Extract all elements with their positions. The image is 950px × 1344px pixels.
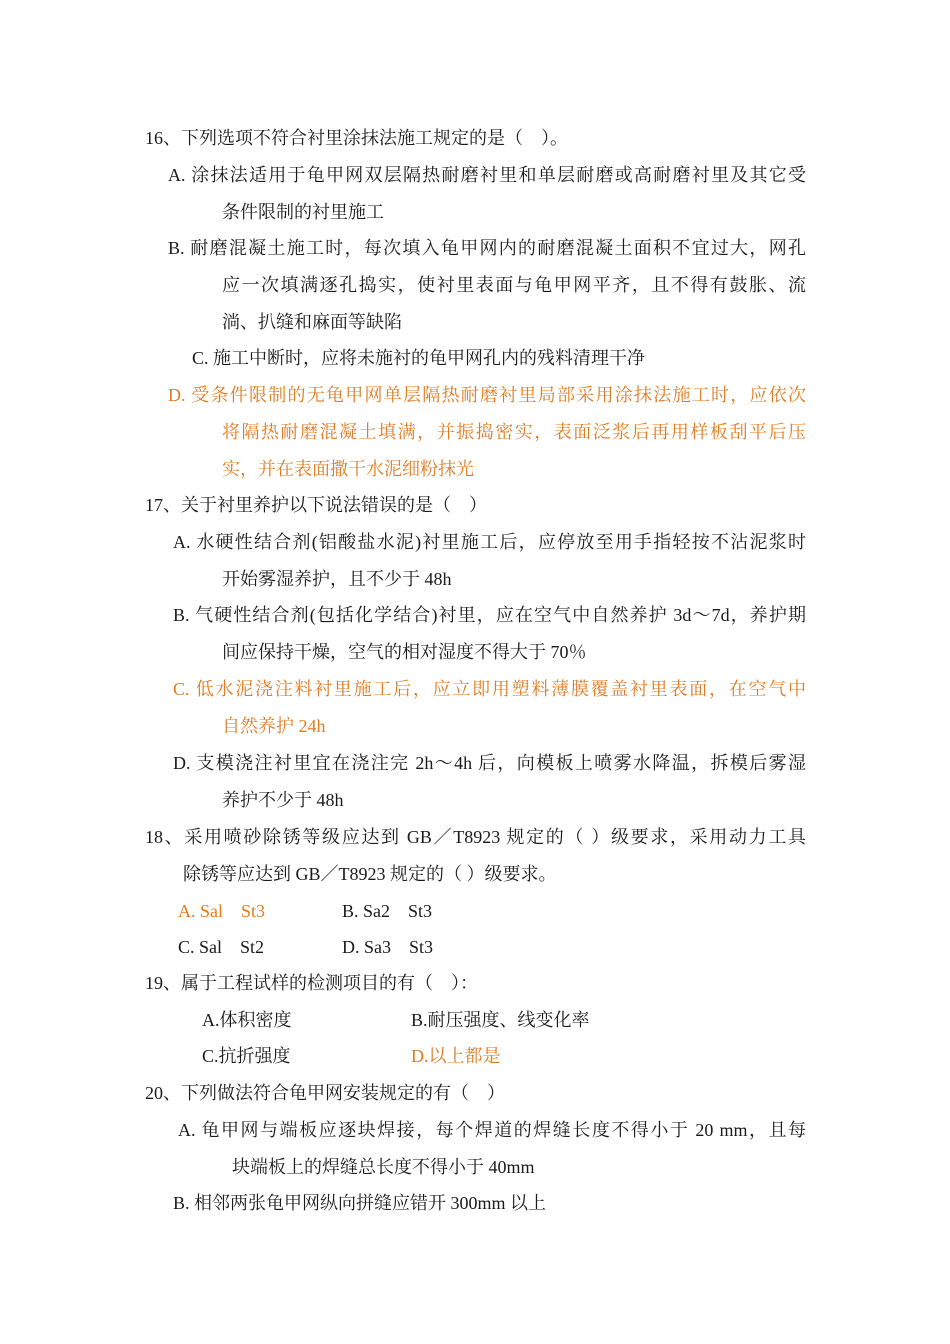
question-19-option-b: B.耐压强度、线变化率 xyxy=(411,1010,590,1030)
question-17-option-b: B. 气硬性结合剂(包括化学结合)衬里，应在空气中自然养护 3d～7d，养护期 xyxy=(173,605,806,625)
question-19-option-a: A.体积密度 xyxy=(202,1010,292,1030)
question-17-option-a: A. 水硬性结合剂(铝酸盐水泥)衬里施工后，应停放至用手指轻按不沾泥浆时 xyxy=(173,532,806,552)
question-16-option-c: C. 施工中断时，应将未施衬的龟甲网孔内的残料清理干净 xyxy=(192,348,646,368)
question-20-option-a-cont: 块端板上的焊缝总长度不得小于 40mm xyxy=(232,1157,535,1177)
question-16-option-b-cont: 应一次填满逐孔捣实，使衬里表面与龟甲网平齐，且不得有鼓胀、流 xyxy=(222,275,806,295)
question-16-option-d-answer: D. 受条件限制的无龟甲网单层隔热耐磨衬里局部采用涂抹法施工时，应依次 xyxy=(168,385,806,405)
question-17-option-c-answer: C. 低水泥浇注料衬里施工后，应立即用塑料薄膜覆盖衬里表面，在空气中 xyxy=(173,679,806,699)
question-16-option-d-answer-cont: 将隔热耐磨混凝土填满，并振捣密实，表面泛浆后再用样板刮平后压 xyxy=(222,422,806,442)
question-16-option-a: A. 涂抹法适用于龟甲网双层隔热耐磨衬里和单层耐磨或高耐磨衬里及其它受 xyxy=(168,165,806,185)
question-16-option-a-cont: 条件限制的衬里施工 xyxy=(222,202,384,222)
question-17-option-b-cont: 间应保持干燥，空气的相对湿度不得大于 70％ xyxy=(222,642,587,662)
question-17-option-d-cont: 养护不少于 48h xyxy=(222,790,344,810)
question-16-option-d-answer-cont: 实，并在表面撒干水泥细粉抹光 xyxy=(222,459,474,479)
question-19-option-d-answer: D.以上都是 xyxy=(411,1046,501,1066)
question-18-option-b: B. Sa2 St3 xyxy=(342,901,433,921)
question-16-option-b: B. 耐磨混凝土施工时，每次填入龟甲网内的耐磨混凝土面积不宜过大，网孔 xyxy=(168,238,806,258)
question-19-stem: 19、属于工程试样的检测项目的有（ ）： xyxy=(145,973,478,993)
question-16-stem: 16、下列选项不符合衬里涂抹法施工规定的是（ ）。 xyxy=(145,128,568,148)
question-18-option-a-answer: A. Sal St3 xyxy=(178,901,266,921)
question-18-stem-cont: 除锈等应达到 GB／T8923 规定的（ ）级要求。 xyxy=(183,864,557,884)
question-17-option-a-cont: 开始雾湿养护，且不少于 48h xyxy=(222,569,452,589)
question-18-option-c: C. Sal St2 xyxy=(178,937,265,957)
question-16-option-b-cont: 淌、扒缝和麻面等缺陷 xyxy=(222,312,402,332)
question-19-option-c: C.抗折强度 xyxy=(202,1046,291,1066)
question-18-option-d: D. Sa3 St3 xyxy=(342,937,434,957)
question-17-option-c-answer-cont: 自然养护 24h xyxy=(222,716,326,736)
question-20-option-a: A. 龟甲网与端板应逐块焊接，每个焊道的焊缝长度不得小于 20 mm，且每 xyxy=(178,1120,806,1140)
question-17-stem: 17、关于衬里养护以下说法错误的是（ ） xyxy=(145,495,487,515)
question-18-stem: 18、采用喷砂除锈等级应达到 GB／T8923 规定的（ ）级要求，采用动力工具 xyxy=(145,827,806,847)
question-20-stem: 20、下列做法符合龟甲网安装规定的有（ ） xyxy=(145,1083,505,1103)
question-17-option-d: D. 支模浇注衬里宜在浇注完 2h～4h 后，向模板上喷雾水降温，拆模后雾湿 xyxy=(173,753,806,773)
question-20-option-b: B. 相邻两张龟甲网纵向拼缝应错开 300mm 以上 xyxy=(173,1193,547,1213)
